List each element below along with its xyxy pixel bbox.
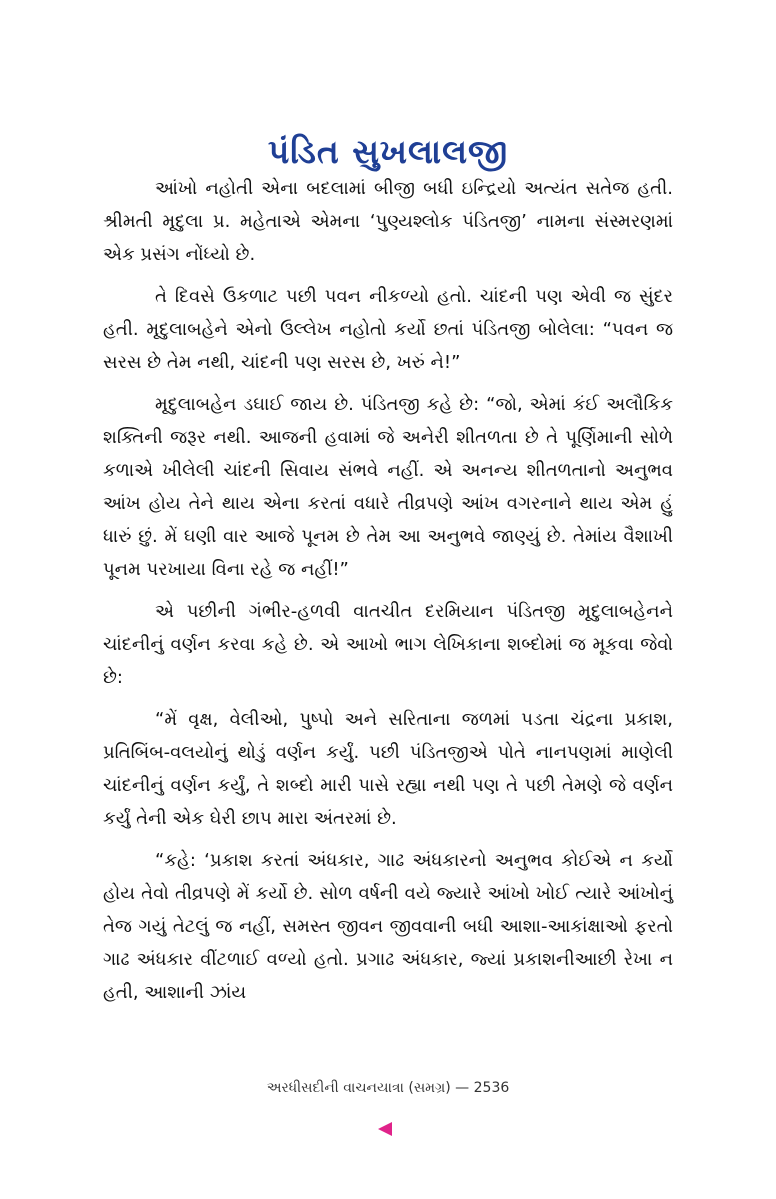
paragraph-2: તે દિવસે ઉકળાટ પછી પવન નીકળ્યો હતો. ચાંદની પણ એવી જ સુંદર હતી. મૃદુલાબહેને એનો ઉલ્લેખ નહોતો કર્યો છતાં પંડિતજી બોલેલા: “પવન જ સરસ છે તેમ નથી, ચાંદની પણ સરસ છે, ખરું ને!” (103, 286, 673, 373)
page-footer: અરધીસદીની વાચનયાત્રા (સમગ્ર) — 2536 (266, 1080, 510, 1096)
page-title: પંડિત સુખલાલજી (267, 132, 509, 172)
paragraph-5: “મેં વૃક્ષ, વેલીઓ, પુષ્પો અને સરિતાના જળમાં પડતા ચંદ્રના પ્રકાશ, પ્રતિબિંબ-વલયોનું થોડું વર્ણન કર્યું. પછી પંડિતજીએ પોતે નાનપણમાં માણેલી ચાંદનીનું વર્ણન કર્યું, તે શબ્દો મારી પાસે રહ્યા નથી પણ તે પછી તેમણે જે વર્ણન કર્યું તેની એક ઘેરી છાપ મારા અંતરમાં છે. (103, 709, 673, 829)
paragraph-6: “કહે: ‘પ્રકાશ કરતાં અંધકાર, ગાઢ અંધકારનો અનુભવ કોઈએ ન કર્યો હોય તેવો તીવ્રપણે મેં કર્યો છે. સોળ વર્ષની વયે જ્યારે આંખો ખોઈ ત્યારે આંખોનું તેજ ગયું તેટલું જ નહીં, સમસ્ત જીવન જીવવાની બધી આશા-આકાંક્ષાઓ ફરતો ગાઢ અંધકાર વીંટળાઈ વળ્યો હતો. પ્રગાઢ અંધકાર, જ્યાં પ્રકાશનીઆછી રેખા ન હતી, આશાની ઝાંય (103, 850, 673, 1003)
paragraph-1: આંખો નહોતી એના બદલામાં બીજી બધી ઇન્દ્રિયો અત્યંત સતેજ હતી. શ્રીમતી મૃદુલા પ્ર. મહેતાએ એમના ‘પુણ્યશ્લોક પંડિતજી’ નામના સંસ્મરણમાં એક પ્રસંગ નોંધ્યો છે. (103, 178, 673, 265)
paragraph-4: એ પછીની ગંભીર-હળવી વાતચીત દરમિયાન પંડિતજી મૃદુલાબહેનને ચાંદનીનું વર્ણન કરવા કહે છે. એ આખો ભાગ લેખિકાના શબ્દોમાં જ મૂકવા જેવો છે: (103, 601, 673, 688)
previous-page-icon[interactable] (378, 1122, 392, 1136)
paragraph-3: મૃદુલાબહેન ડઘાઈ જાય છે. પંડિતજી કહે છે: “જો, એમાં કંઈ અલૌકિક શક્તિની જરૂર નથી. આજની હવામાં જે અનેરી શીતળતા છે તે પૂર્ણિમાની સોળે કળાએ ખીલેલી ચાંદની સિવાય સંભવે નહીં. એ અનન્ય શીતળતાનો અનુભવ આંખ હોય તેને થાય એના કરતાં વધારે તીવ્રપણે આંખ વગરનાને થાય એમ હું ધારું છું. મેં ઘણી વાર આજે પૂનમ છે તેમ આ અનુભવે જાણ્યું છે. તેમાંય વૈશાખી પૂનમ પરખાયા વિના રહે જ નહીં!” (103, 394, 673, 580)
article-body (103, 172, 673, 1018)
